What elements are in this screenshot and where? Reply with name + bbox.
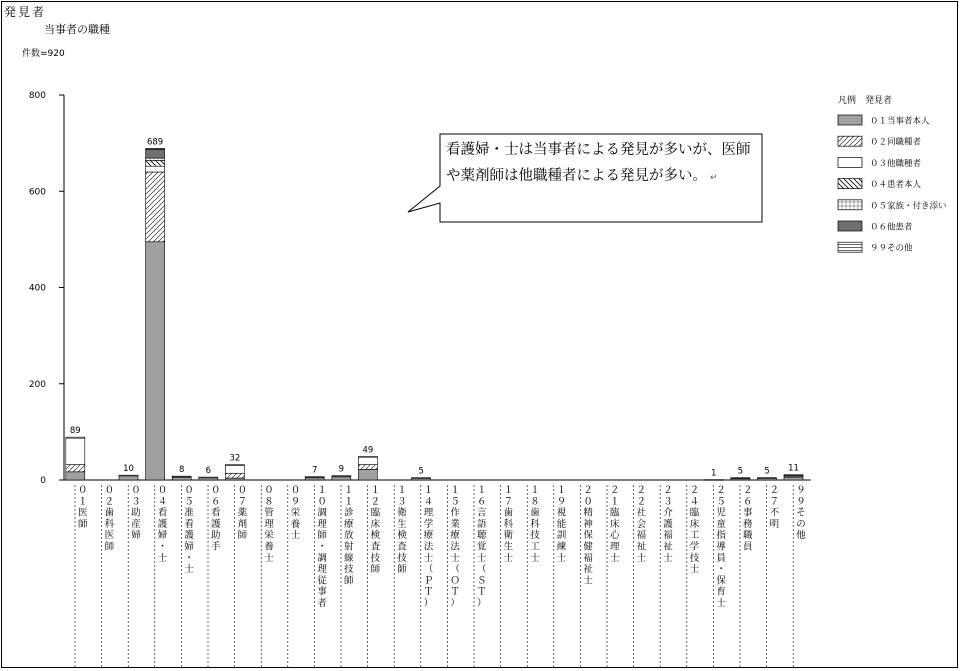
x-tick-label: １４理学療法士（ＰＴ） [423,485,434,609]
legend-swatch [838,136,862,146]
x-tick-label: ０８管理栄養士 [264,485,274,564]
bar-total-label: 89 [69,426,81,437]
legend-swatch [838,115,862,125]
x-tick-label: １６言語聴覚士（ＳＴ） [477,485,487,609]
legend-swatch [838,179,862,189]
bar-segment [332,476,351,477]
x-tick-label: １３衛生検査技師 [397,485,407,576]
legend-label: ０３他職種者 [870,158,922,169]
legend-label: ９９その他 [870,243,913,254]
x-tick-label: ２６事務職員 [743,485,753,553]
x-tick-label: ２０精神保健福祉士 [583,485,593,587]
x-tick-label: ０２歯科医師 [104,485,115,553]
bar-total-label: 10 [123,464,134,475]
bar-total-label: 689 [146,137,164,148]
bar-segment [146,149,165,158]
bar-segment [146,172,165,242]
y-tick-label: 600 [28,187,46,198]
legend-label: ０４患者本人 [870,180,922,191]
x-tick-label: ０４看護婦・士 [157,485,168,564]
y-tick-label: 800 [28,91,46,101]
x-tick-label: ０６看護助手 [211,485,221,553]
bar-segment [784,475,803,476]
legend-label: ０６他患者 [870,222,913,233]
bar-total-label: 5 [737,466,744,477]
x-tick-label: ０９栄養士 [290,485,301,542]
x-tick-label: ０５准看護婦・士 [184,485,194,576]
x-tick-label: ０３助産婦 [131,485,141,542]
bar-segment [305,477,324,478]
bar-total-label: 49 [362,445,374,456]
x-tick-label: ９９その他 [796,485,806,542]
bar-segment [146,166,165,172]
bar-total-label: 9 [338,464,345,475]
x-tick-label: ２７不明 [769,485,780,530]
bar-total-label: 11 [788,463,799,474]
count-label: 件数=920 [22,49,65,59]
bar-segment [66,465,85,472]
legend-swatch [838,200,862,210]
x-tick-label: １７歯科衛生士 [503,485,514,564]
x-tick-label: ２４臨床工学技士 [689,485,700,576]
bar-segment [412,478,431,479]
bar-total-label: 5 [418,466,424,477]
legend-swatch [838,221,862,231]
bar-segment [146,242,165,480]
bar-segment [731,478,750,479]
chart-subtitle: 当事者の職種 [44,23,110,36]
bar-segment [119,475,138,476]
bar-total-label: 7 [311,465,318,476]
y-tick-label: 200 [28,379,46,390]
bar-segment [358,469,377,480]
x-tick-label: １１診療放射線技師 [344,485,354,587]
callout-body: 看護婦・士は当事者による発見が多いが、医師や薬剤師は他職種者による発見が多い。 [446,142,751,184]
x-tick-label: ０７薬剤師 [237,485,248,542]
return-mark: ↵ [710,173,718,183]
x-tick-label: ２１臨床心理士 [610,485,620,564]
legend-label: ０２同職種者 [870,137,922,148]
page-title: 発見者 [4,5,47,19]
bar-segment [225,466,244,474]
x-tick-label: １２臨床検査技師 [370,485,381,576]
y-tick-label: 400 [28,283,46,294]
x-tick-label: ０１医師 [78,485,88,530]
bar-segment [225,473,244,478]
legend-label: ０１当事者本人 [870,116,930,127]
legend-swatch [838,157,862,167]
bar-segment [172,476,191,477]
bar-total-label: 1 [710,468,717,479]
legend-swatch [838,242,862,252]
x-tick-label: １５作業療法士（ＯＴ） [450,485,460,609]
bar-segment [358,465,377,470]
bar-segment [146,148,165,149]
bar-segment [66,438,85,464]
legend-label: ０５家族・付き添い [870,201,947,212]
bar-segment [757,478,776,479]
x-tick-label: １０調理師・調理従事者 [317,485,327,609]
x-tick-label: ２５児童指導員・保育士 [716,485,726,609]
callout-text [446,137,758,191]
bar-segment [225,465,244,466]
bar-segment [146,160,165,166]
bar-segment [199,477,218,478]
bar-segment [66,472,85,480]
bar-segment [358,457,377,465]
bar-segment [146,158,165,160]
bar-segment [119,476,138,480]
x-tick-label: １８歯科技工士 [530,485,540,564]
x-tick-label: ２３介護福祉士 [663,485,673,564]
x-tick-label: １９視能訓練士 [556,485,567,564]
bar-segment [66,437,85,438]
bar-total-label: 5 [764,466,770,477]
legend-title: 凡例 発見者 [838,96,893,106]
y-tick-label: 0 [40,476,46,486]
bar-total-label: 6 [205,466,212,477]
bar-total-label: 32 [229,453,241,464]
bar-segment [784,477,803,480]
x-tick-label: ２２社会福祉士 [636,485,647,564]
bar-segment [704,480,723,481]
bar-segment [358,456,377,457]
bar-total-label: 8 [178,465,185,476]
